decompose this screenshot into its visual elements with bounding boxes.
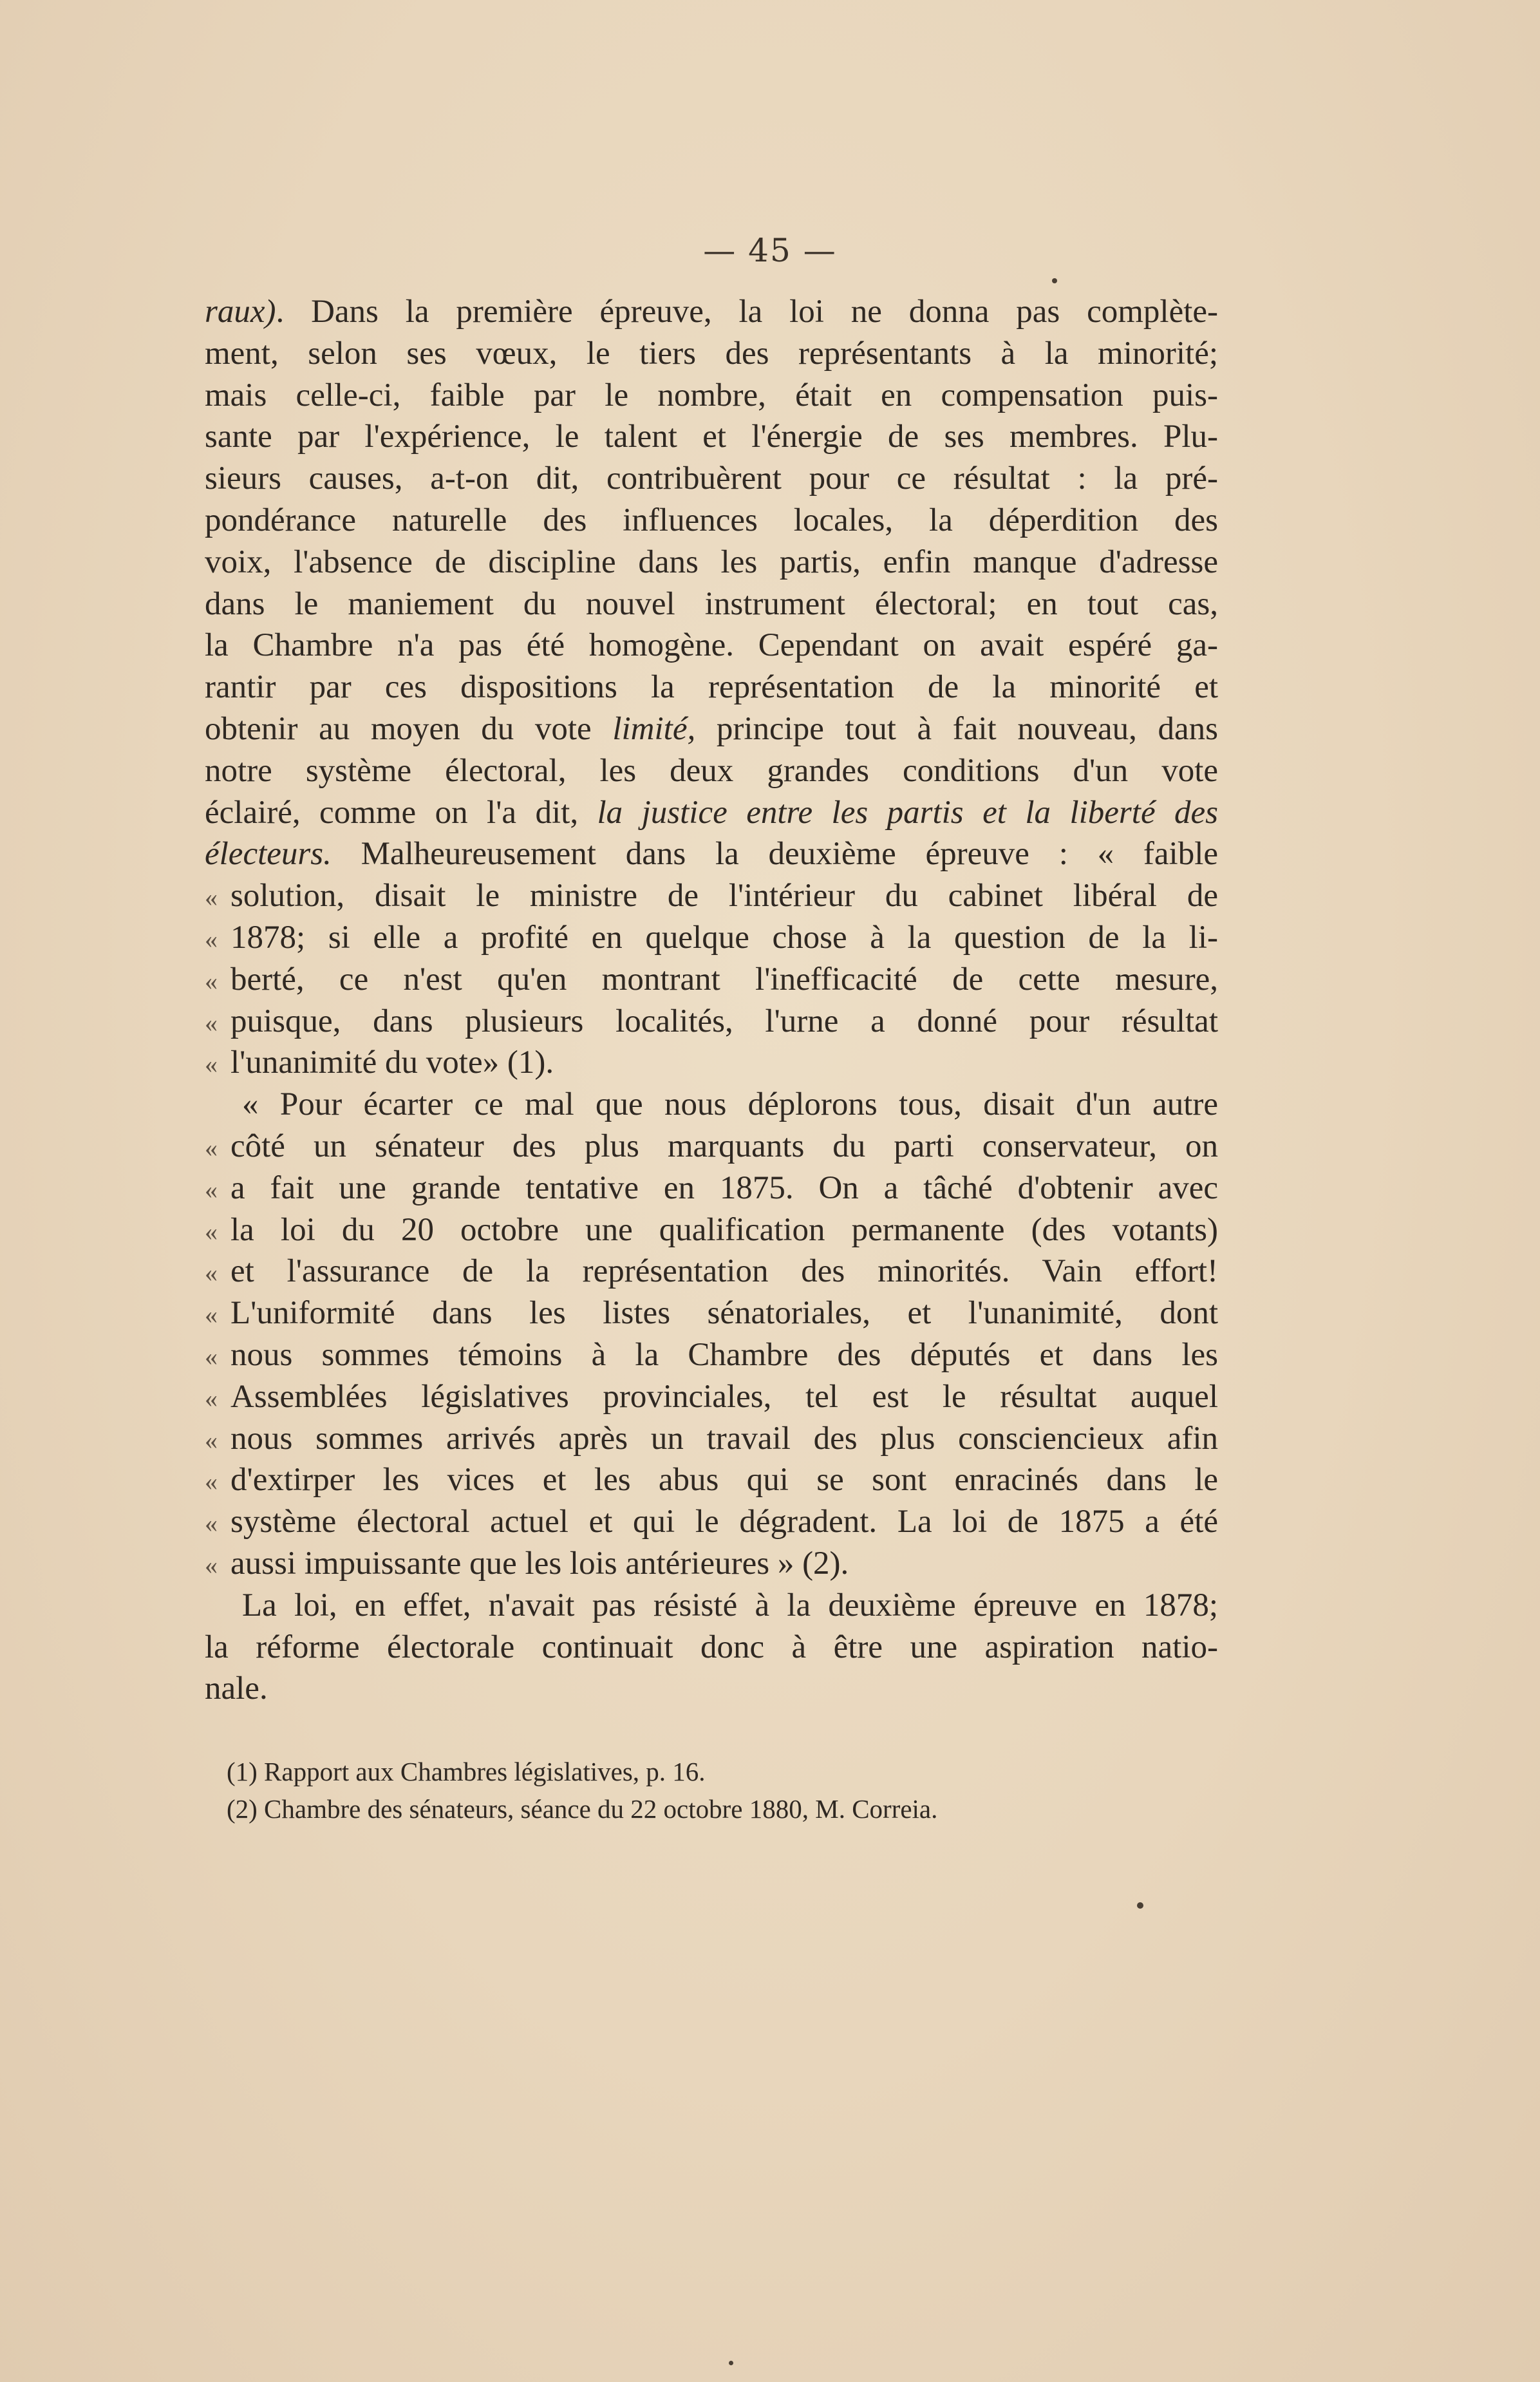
text-line: voix, l'absence de discipline dans les partis, enfin manque d'adresse	[205, 544, 1218, 580]
quote-mark: «	[205, 1050, 218, 1079]
text-line: électeurs. Malheureusement dans la deuxième épreuve : « faible	[205, 836, 1218, 873]
text-line: « nous sommes témoins à la Chambre des députés et dans les	[205, 1334, 1218, 1376]
quote-mark: «	[205, 1258, 218, 1288]
quote-mark: «	[205, 1216, 218, 1246]
footnote-1: (1) Rapport aux Chambres législatives, p. 16.	[227, 1757, 706, 1786]
quote-mark: «	[205, 1509, 218, 1538]
text-line: la Chambre n'a pas été homogène. Cependant on avait espéré ga-	[205, 627, 1218, 664]
quote-mark: «	[205, 1133, 218, 1162]
text-line: « berté, ce n'est qu'en montrant l'inefficacité de cette mesure,	[205, 959, 1218, 1001]
ink-speck	[729, 2361, 733, 2365]
text-line: « aussi impuissante que les lois antérieures » (2).	[205, 1543, 1218, 1585]
text-line: ment, selon ses vœux, le tiers des représentants à la minorité;	[205, 335, 1218, 372]
text-line: « puisque, dans plusieurs localités, l'urne a donné pour résultat	[205, 1001, 1218, 1043]
footnote-2: (2) Chambre des sénateurs, séance du 22 octobre 1880, M. Correia.	[227, 1794, 938, 1824]
body-text	[205, 291, 1218, 1710]
text-line: sieurs causes, a-t-on dit, contribuèrent pour ce résultat : la pré-	[205, 460, 1218, 497]
text-line: pondérance naturelle des influences locales, la déperdition des	[205, 502, 1218, 538]
text-line: raux). Dans la première épreuve, la loi ne donna pas complète-	[205, 294, 1218, 330]
text-line: rantir par ces dispositions la représentation de la minorité et	[205, 669, 1218, 706]
text-line: « Pour écarter ce mal que nous déplorons tous, disait d'un autre	[242, 1086, 1218, 1123]
text-line: notre système électoral, les deux grandes conditions d'un vote	[205, 752, 1218, 789]
quote-mark: «	[205, 1550, 218, 1580]
italic-fragment: électeurs.	[205, 836, 332, 873]
text-line: « solution, disait le ministre de l'intérieur du cabinet libéral de	[205, 875, 1218, 917]
text-line: « a fait une grande tentative en 1875. On a tâché d'obtenir avec	[205, 1167, 1218, 1209]
page-number: — 45 —	[703, 232, 837, 269]
text-line: « 1878; si elle a profité en quelque chose à la question de la li-	[205, 917, 1218, 959]
text-line: « nous sommes arrivés après un travail des plus consciencieux afin	[205, 1418, 1218, 1460]
text-line: obtenir au moyen du vote limité, principe tout à fait nouveau, dans	[205, 710, 1218, 747]
quote-mark: «	[205, 966, 218, 996]
text-line: « et l'assurance de la représentation des minorités. Vain effort!	[205, 1251, 1218, 1292]
quote-mark: «	[205, 1425, 218, 1455]
ink-speck	[1137, 1902, 1143, 1909]
text-line: La loi, en effet, n'avait pas résisté à la deuxième épreuve en 1878;	[242, 1587, 1218, 1623]
text-line: « L'uniformité dans les listes sénatoriales, et l'unanimité, dont	[205, 1292, 1218, 1334]
text-line: éclairé, comme on l'a dit, la justice entre les partis et la liberté des	[205, 794, 1219, 831]
text-line: dans le maniement du nouvel instrument électoral; en tout cas,	[205, 585, 1218, 622]
quote-mark: «	[205, 1175, 218, 1204]
text-line: nale.	[205, 1670, 268, 1707]
italic-fragment: la justice entre les partis et la liberté des	[597, 794, 1219, 831]
italic-fragment: limité,	[612, 710, 696, 747]
quote-mark: «	[205, 1467, 218, 1497]
quote-mark: «	[205, 1300, 218, 1330]
quote-mark: «	[205, 1008, 218, 1037]
text-line: mais celle-ci, faible par le nombre, était en compensation puis-	[205, 377, 1218, 413]
ink-speck	[1052, 278, 1057, 283]
quote-mark: «	[205, 883, 218, 912]
text-line: sante par l'expérience, le talent et l'énergie de ses membres. Plu-	[205, 419, 1218, 455]
quote-mark: «	[205, 1383, 218, 1413]
quote-mark: «	[205, 1341, 218, 1371]
text-line: « d'extirper les vices et les abus qui se sont enracinés dans le	[205, 1459, 1218, 1501]
text-line: « la loi du 20 octobre une qualification permanente (des votants)	[205, 1209, 1218, 1251]
footnotes	[227, 1753, 1128, 1828]
text-line: « côté un sénateur des plus marquants du parti conservateur, on	[205, 1126, 1218, 1167]
text-line: « système électoral actuel et qui le dégradent. La loi de 1875 a été	[205, 1501, 1218, 1543]
text-line: la réforme électorale continuait donc à être une aspiration natio-	[205, 1629, 1218, 1665]
text-line: « Assemblées législatives provinciales, tel est le résultat auquel	[205, 1376, 1218, 1418]
italic-fragment: raux)	[205, 294, 276, 330]
quote-mark: «	[205, 924, 218, 954]
text-line: « l'unanimité du vote» (1).	[205, 1042, 1218, 1084]
